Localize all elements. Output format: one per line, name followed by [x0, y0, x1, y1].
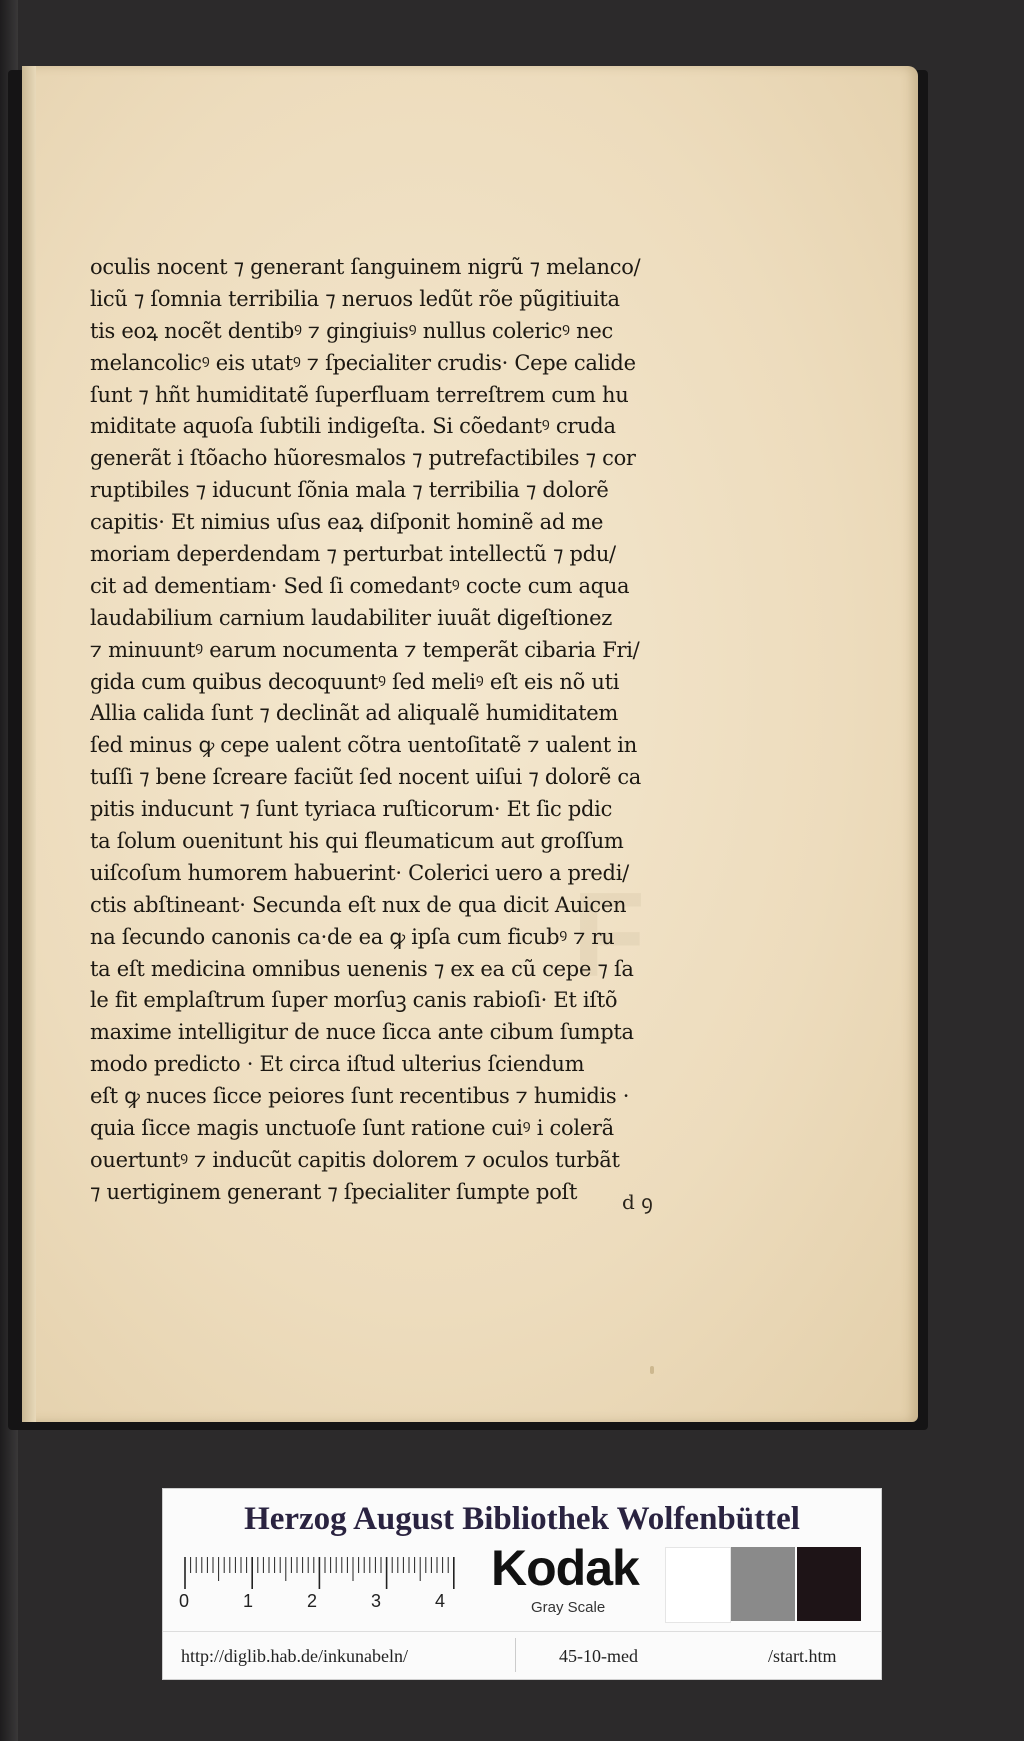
text-line: na ſecundo canonis ca·de ea ꝙ ipſa cum ficubꝰ ⁊ ru [90, 924, 615, 949]
text-line: le fit emplaſtrum ſuper morſuꝫ canis rabioſi· Et iſtõ [90, 988, 618, 1013]
text-line: ta ſolum ouenitunt his qui fleumaticum aut groſſum [90, 829, 624, 854]
text-line: ouertuntꝰ ⁊ inducũt capitis dolorem ⁊ oculos turbãt [90, 1147, 620, 1172]
footer-url-right: /start.htm [768, 1646, 837, 1666]
text-line: ſed minus ꝙ cepe ualent cõtra uentoſitatẽ ⁊ ualent in [90, 733, 637, 758]
text-line: cit ad dementiam· Sed ſi comedantꝰ cocte cum aqua [90, 573, 630, 598]
swatch-white [665, 1547, 731, 1623]
text-line: ⁊ uertiginem generant ⁊ ſpecialiter ſumpte poſt [90, 1179, 578, 1204]
text-line: modo predicto · Et circa iſtud ulterius ſciendum [90, 1052, 585, 1077]
text-line: miditate aquoſa ſubtili indigeſta. Si cõedantꝰ cruda [90, 414, 616, 439]
text-line: ⁊ minuuntꝰ earum nocumenta ⁊ temperãt cibaria Fri/ [90, 637, 640, 662]
ruler-label: 3 [371, 1591, 382, 1611]
scale-ruler [181, 1555, 471, 1611]
text-line: ruptibiles ⁊ iducunt ſõnia mala ⁊ terribilia ⁊ dolorẽ [90, 478, 609, 503]
text-line: generãt i ſtõacho hũoresmalos ⁊ putrefactibiles ⁊ cor [90, 446, 636, 471]
text-line: melancolicꝰ eis utatꝰ ⁊ ſpecialiter crudis· Cepe calide [90, 350, 636, 375]
text-line: pitis inducunt ⁊ ſunt tyriaca ruſticorum· Et ſic pdic [90, 797, 613, 822]
card-footer [163, 1631, 881, 1678]
text-line: quia ſicce magis unctuoſe ſunt ratione cuiꝰ i colerã [90, 1116, 614, 1141]
text-line: oculis nocent ⁊ generant ſanguinem nigrũ ⁊ melanco/ [90, 255, 641, 279]
text-line: ctis abſtineant· Secunda eſt nux de qua dicit Auicen [90, 892, 627, 917]
text-line: gida cum quibus decoquuntꝰ ſed meliꝰ eſt eis nõ uti [90, 669, 620, 694]
swatch-black [797, 1547, 861, 1621]
library-title: Herzog August Bibliothek Wolfenbüttel [244, 1501, 800, 1537]
page-blemish [650, 1366, 654, 1374]
ruler-label: 1 [243, 1591, 254, 1611]
text-line: ſunt ⁊ hñt humiditatẽ ſuperfluam terreſtrem cum hu [90, 382, 629, 407]
text-line: uiſcoſum humorem habuerint· Colerici uero a predi/ [90, 860, 629, 885]
gray-scale-label: Gray Scale [531, 1599, 606, 1616]
text-line: laudabilium carnium laudabiliter iuuãt digeſtionez [90, 605, 613, 630]
footer-id: 45-10-med [559, 1646, 638, 1666]
page-gutter [22, 66, 36, 1422]
text-line: capitis· Et nimius uſus eaꝝ diſponit hominẽ ad me [90, 510, 604, 535]
text-line: ta eſt medicina omnibus uenenis ⁊ ex ea cũ cepe ⁊ ſa [90, 956, 634, 981]
ruler-label: 0 [179, 1591, 190, 1611]
text-line: maxime intelligitur de nuce ſicca ante cibum ſumpta [90, 1020, 634, 1045]
text-line: tis eoꝝ nocẽt dentibꝰ ⁊ gingiuisꝰ nullus colericꝰ nec [90, 318, 613, 343]
text-line: tuſſi ⁊ bene ſcreare faciũt ſed nocent uiſui ⁊ dolorẽ ca [90, 765, 642, 790]
ruler-label: 2 [307, 1591, 318, 1611]
library-color-card [162, 1488, 882, 1680]
page-text [90, 252, 690, 1209]
kodak-logo: Kodak [491, 1540, 639, 1596]
text-line: moriam deperdendam ⁊ perturbat intellectũ ⁊ pdu/ [90, 542, 616, 567]
ruler-label: 4 [435, 1591, 446, 1611]
manuscript-page [22, 66, 918, 1422]
ruler-ticks [181, 1555, 471, 1591]
swatch-gray [731, 1547, 795, 1621]
text-line: eſt ꝙ nuces ſicce peiores ſunt recentibus ⁊ humidis · [90, 1084, 630, 1109]
footer-url-left: http://diglib.hab.de/inkunabeln/ [181, 1646, 408, 1666]
signature-mark: d ꝯ [622, 1190, 653, 1214]
footer-divider [515, 1638, 516, 1672]
text-line: licũ ⁊ ſomnia terribilia ⁊ neruos ledũt rõe pũgitiuita [90, 286, 620, 311]
text-line: Allia calida ſunt ⁊ declinãt ad aliqualẽ humiditatem [90, 701, 619, 726]
watermark: F [572, 868, 646, 1002]
